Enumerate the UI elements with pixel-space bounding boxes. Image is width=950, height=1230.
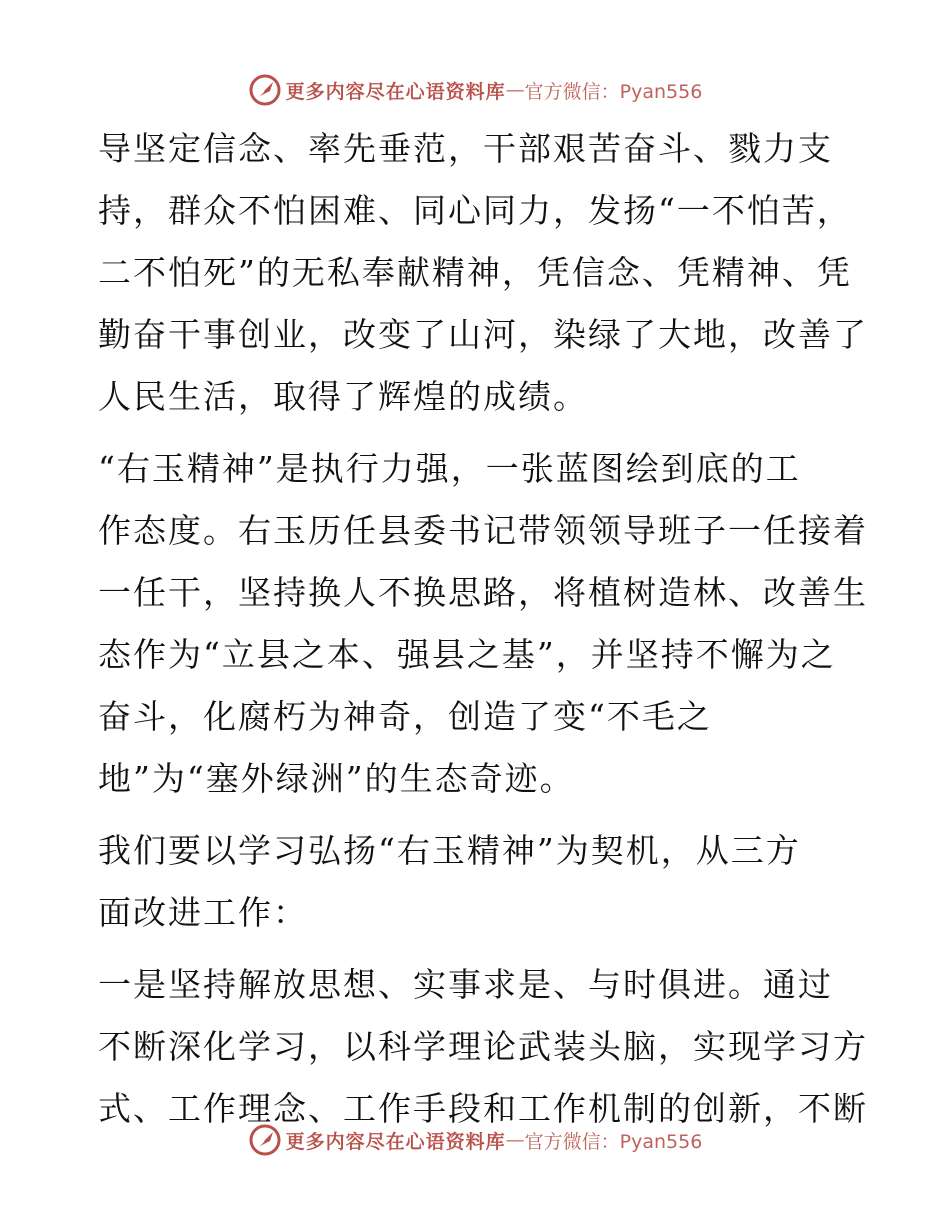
watermark-contact: 官方微信：Pyan556	[524, 80, 703, 103]
text-line: 持，群众不怕困难、同心同力，发扬“一不怕苦，	[98, 191, 852, 230]
watermark-contact: 官方微信：Pyan556	[524, 1130, 703, 1153]
text-line: 一是坚持解放思想、实事求是、与时俱进。通过	[98, 965, 833, 1004]
text-line: 地”为“塞外绿洲”的生态奇迹。	[98, 759, 575, 798]
text-line: 面改进工作：	[98, 893, 308, 932]
text-line: 作态度。右玉历任县委书记带领领导班子一任接着	[98, 511, 868, 550]
paragraph-4	[98, 954, 868, 1140]
text-line: 不断深化学习，以科学理论武装头脑，实现学习方	[98, 1027, 868, 1066]
text-line: 二不怕死”的无私奉献精神，凭信念、凭精神、凭	[98, 253, 852, 292]
text-line: 一任干，坚持换人不换思路，将植树造林、改善生	[98, 573, 868, 612]
watermark-text: 更多内容尽在心语资料库	[285, 1130, 506, 1153]
text-line: 人民生活，取得了辉煌的成绩。	[98, 377, 588, 416]
footer-watermark	[0, 1120, 950, 1160]
quill-logo-icon	[248, 73, 282, 107]
text-line: 导坚定信念、率先垂范，干部艰苦奋斗、戮力支	[98, 129, 833, 168]
paragraph-1	[98, 118, 868, 428]
watermark-text: 更多内容尽在心语资料库	[285, 80, 506, 103]
watermark-separator: —	[505, 79, 525, 101]
text-line: 我们要以学习弘扬“右玉精神”为契机，从三方	[98, 831, 801, 870]
paragraph-2	[98, 438, 868, 810]
text-line: 态作为“立县之本、强县之基”，并坚持不懈为之	[98, 635, 836, 674]
quill-logo-icon	[248, 1123, 282, 1157]
document-body	[98, 118, 868, 1140]
paragraph-3	[98, 820, 858, 944]
text-line: 奋斗，化腐朽为神奇，创造了变“不毛之	[98, 697, 712, 736]
text-line: “右玉精神”是执行力强，一张蓝图绘到底的工	[98, 449, 801, 488]
watermark-separator: —	[505, 1129, 525, 1151]
text-line: 式、工作理念、工作手段和工作机制的创新，不断	[98, 1089, 868, 1128]
text-line: 勤奋干事创业，改变了山河，染绿了大地，改善了	[98, 315, 868, 354]
header-watermark	[0, 70, 950, 110]
